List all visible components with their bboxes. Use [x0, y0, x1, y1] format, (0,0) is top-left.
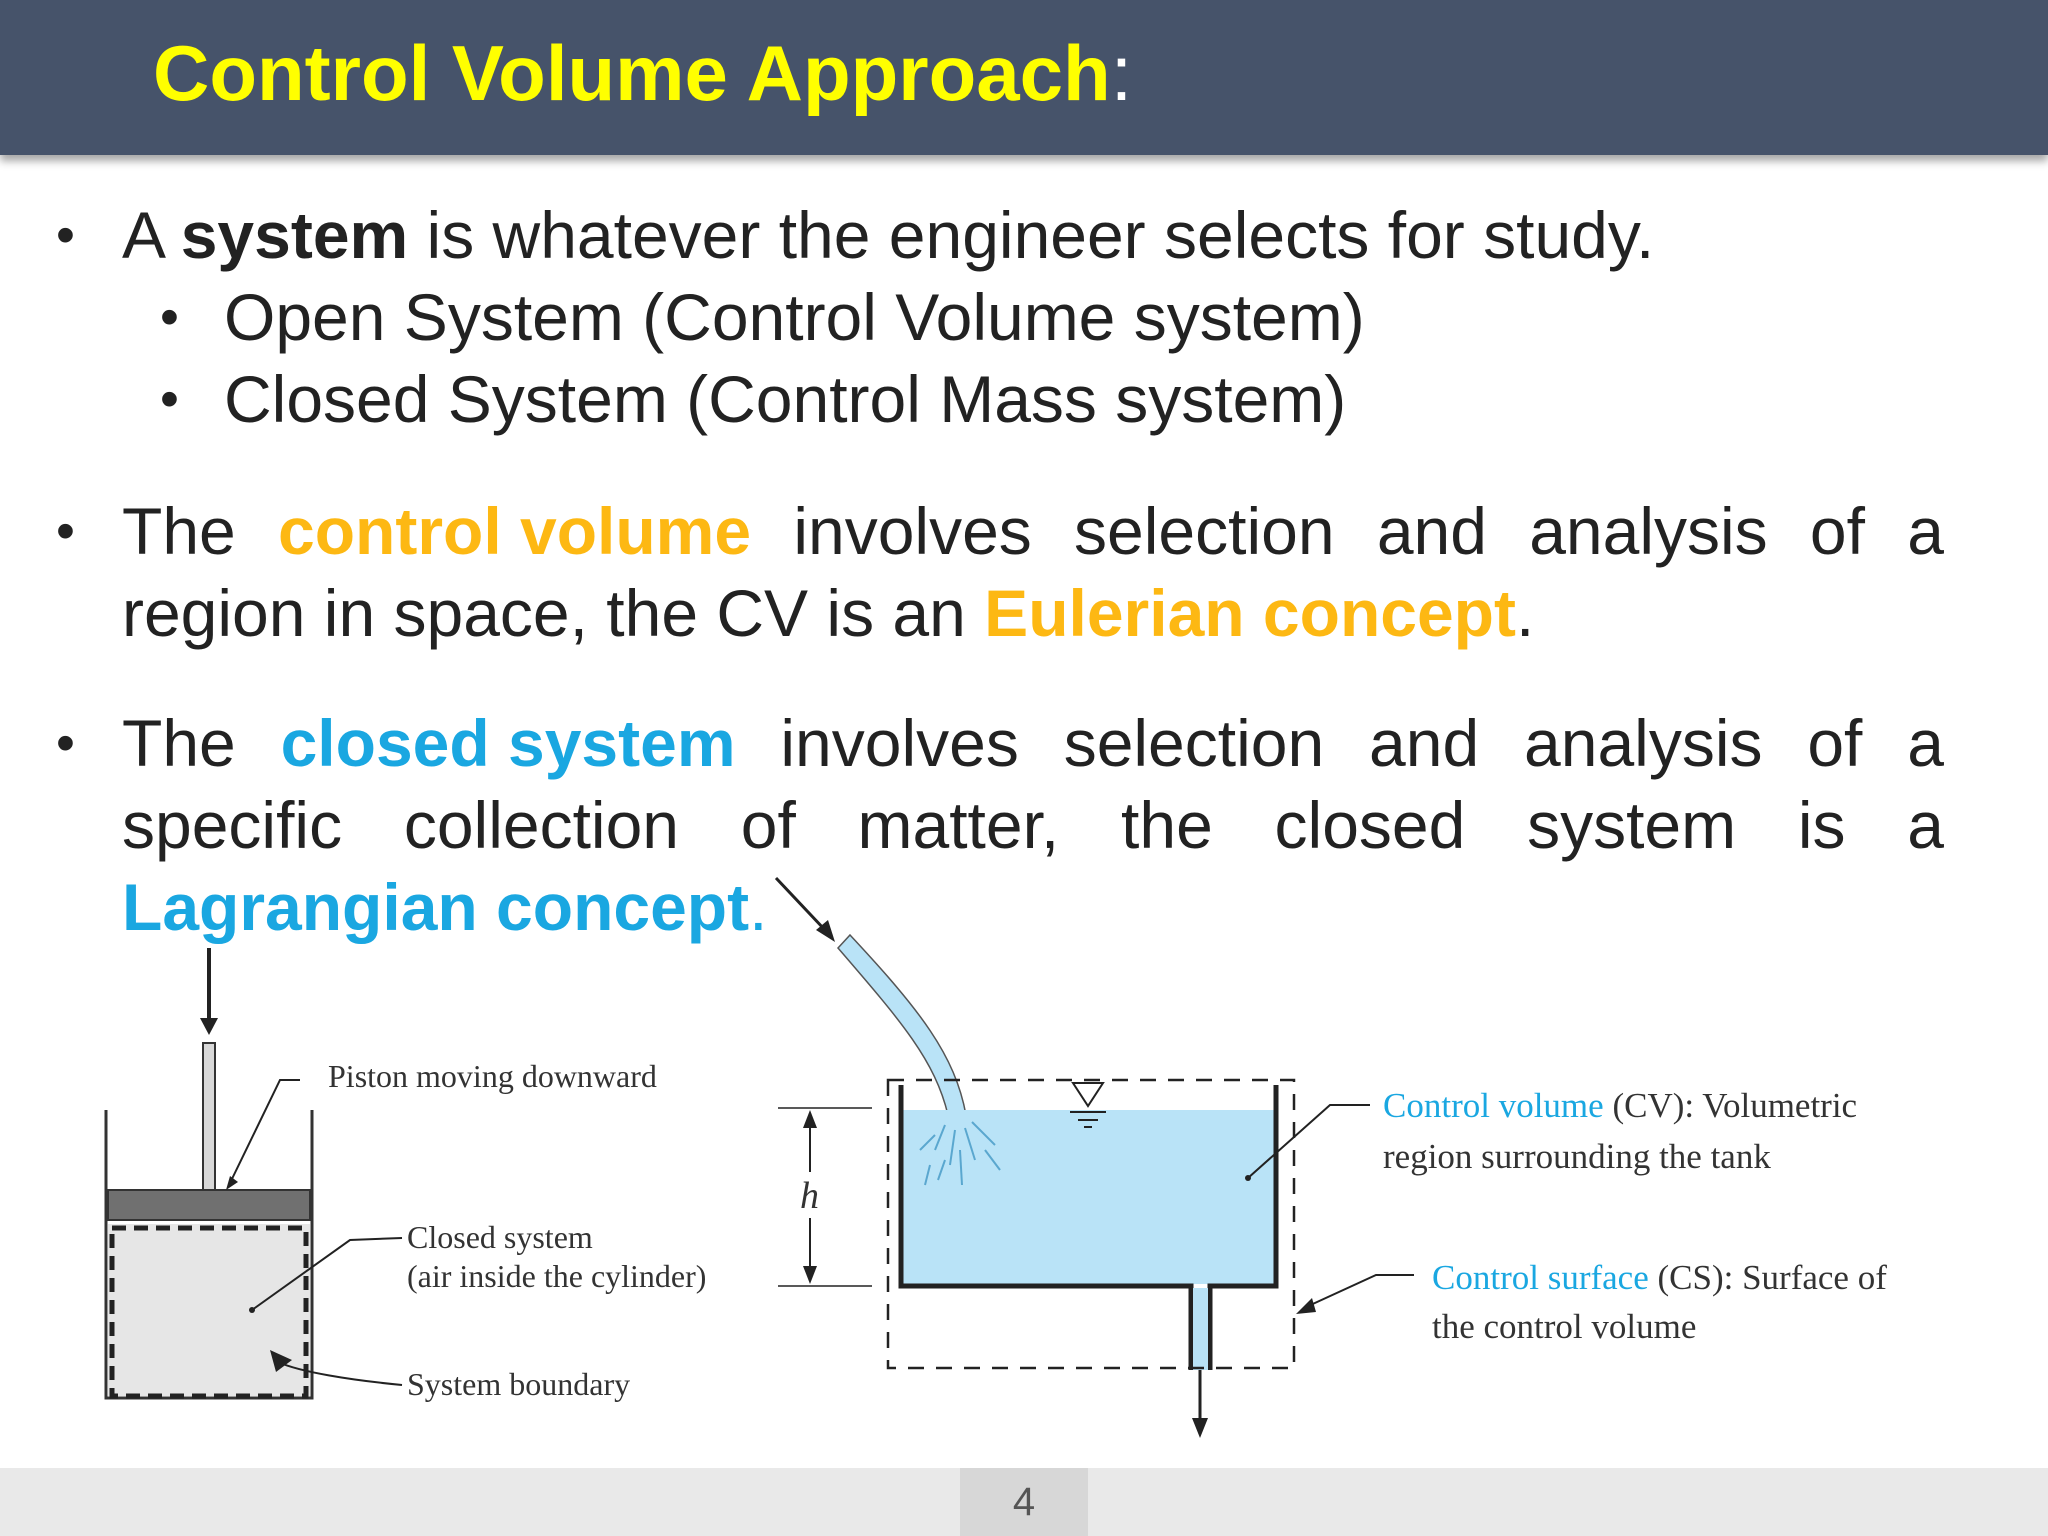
bullet-control-volume-line2: region in space, the CV is an Eulerian concept. — [122, 576, 1535, 650]
boundary-label: System boundary — [407, 1366, 631, 1402]
cs-label-line2: the control volume — [1432, 1307, 1697, 1346]
sub-bullet-open-system: Open System (Control Volume system) — [224, 280, 1365, 354]
cs-leader — [1304, 1275, 1414, 1308]
bullet-dot: • — [56, 205, 75, 265]
bullet-closed-system-line1: The closed system involves selection and analysis of a — [122, 702, 1944, 784]
control-volume-term: control volume — [278, 494, 752, 568]
height-symbol: h — [800, 1175, 819, 1217]
bullet-closed-system-line3: Lagrangian concept. — [122, 870, 768, 944]
system-term: system — [180, 198, 409, 272]
piston-head — [108, 1190, 310, 1220]
closed-system-label-line2: (air inside the cylinder) — [407, 1258, 707, 1294]
bullet-control-volume-line1: The control volume involves selection and analysis of a — [122, 490, 1944, 572]
page-number: 4 — [960, 1468, 1088, 1536]
bullet-system: A system is whatever the engineer selects for study. — [122, 198, 1655, 272]
cs-label-line1: Control surface (CS): Surface of — [1432, 1258, 1887, 1297]
sub-bullet-dot: • — [160, 287, 179, 347]
drain-water — [1193, 1288, 1208, 1370]
eulerian-term: Eulerian concept — [984, 576, 1516, 650]
closed-system-term: closed system — [280, 706, 736, 780]
piston-rod — [203, 1043, 215, 1191]
gas-region — [108, 1224, 310, 1396]
bullet-dot: • — [56, 713, 75, 773]
cv-label-line2: region surrounding the tank — [1383, 1137, 1771, 1176]
force-arrowhead — [200, 1018, 218, 1035]
sub-bullet-dot: • — [160, 369, 179, 429]
closed-system-label-line1: Closed system — [407, 1219, 593, 1255]
title-colon: : — [1110, 29, 1133, 117]
title-text: Control Volume Approach — [153, 29, 1111, 117]
tank-water — [901, 1110, 1276, 1284]
piston-label: Piston moving downward — [328, 1058, 657, 1094]
tank-figure — [776, 878, 1887, 1438]
piston-leader — [230, 1080, 300, 1183]
cv-label-line1: Control volume (CV): Volumetric — [1383, 1086, 1858, 1125]
free-surface-symbol — [1073, 1083, 1103, 1106]
bullet-closed-system-line2: specific collection of matter, the closed system is a — [122, 788, 1944, 862]
inflow-arrow — [776, 878, 825, 930]
sub-bullet-closed-system: Closed System (Control Mass system) — [224, 362, 1347, 436]
bullet-dot: • — [56, 501, 75, 561]
piston-cylinder-figure — [106, 948, 706, 1402]
lagrangian-term: Lagrangian concept — [122, 870, 750, 944]
